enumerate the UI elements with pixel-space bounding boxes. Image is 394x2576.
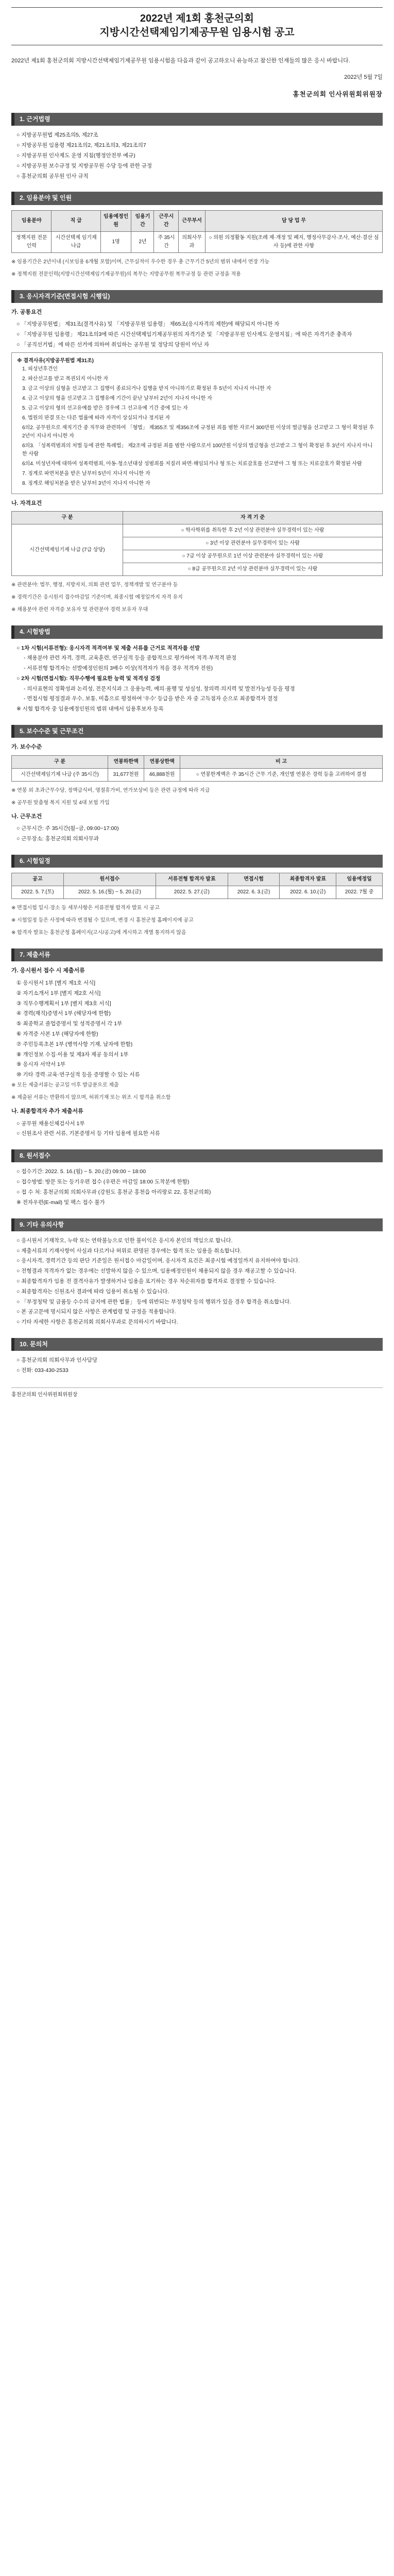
note: ※ 연봉 외 초과근무수당, 정액급식비, 명절휴가비, 연가보상비 등은 관련 규정에 따라 지급 xyxy=(11,787,210,793)
table-header: 자 격 기 준 xyxy=(123,512,383,524)
common-requirements-list xyxy=(11,320,383,349)
list-item: ○ 지방공무원 인사제도 운영 지침(행정안전부 예규) xyxy=(16,152,135,159)
announcement-date: 2022년 5월 7일 xyxy=(344,74,383,80)
list-item: 6의4. 미성년자에 대하여 성폭력범죄, 아동·청소년대상 성범죄를 저질러 파면·해임되거나 형 또는 치료감호를 선고받아 그 형 또는 치료감호가 확정된 사람 xyxy=(22,461,362,467)
subheading: 나. 근무조건 xyxy=(11,813,42,820)
list-item: ○ 지방공무원법 제25조의5, 제27조 xyxy=(16,132,98,139)
list-item: ⑦ 주민등록초본 1부 (병역사항 기재, 남자에 한함) xyxy=(16,1041,133,1047)
list-item: ○ 홍천군의회 의회사무과 인사담당 xyxy=(16,1357,98,1364)
list-item: ⑨ 응시자 서약서 1부 xyxy=(16,1061,66,1068)
page-title-line2: 지방시간선택제임기제공무원 임용시험 공고 xyxy=(99,27,295,38)
qualification-table xyxy=(11,511,383,576)
list-item: ○ 근무시간: 주 35시간(월~금, 09:00~17:00) xyxy=(16,825,119,832)
table-header: 임용분야 xyxy=(12,210,52,231)
note: ※ 관련분야: 법무, 행정, 지방자치, 의회 관련 업무, 정책개발 및 연구분야 등 xyxy=(11,582,178,588)
note: ※ 임용기간은 2년이내 (시보임용 6개월 포함)이며, 근무실적이 우수한 경우 총 근무기간 5년의 범위 내에서 연장 가능 xyxy=(11,259,270,265)
list-item: ○ 신원조사 관련 서류, 기본증명서 등 기타 임용에 필요한 서류 xyxy=(16,1130,160,1137)
list-item: - 서류전형 합격자는 선발예정인원의 3배수 이상(적격자가 적을 경우 적격자 전원) xyxy=(24,665,213,672)
page-title-line1: 2022년 제1회 홍천군의회 xyxy=(140,13,254,24)
section-4-heading xyxy=(11,625,383,638)
table-header: 근무부서 xyxy=(179,210,205,231)
list-item: ※ 시험 합격자 중 임용예정인원의 범위 내에서 임용후보자 등록 xyxy=(16,706,164,713)
table-header: 임용예정인원 xyxy=(100,210,131,231)
list-item: ○ 본 공고문에 명시되지 않은 사항은 관계법령 및 규정을 적용합니다. xyxy=(16,1309,176,1315)
documents-list xyxy=(11,979,383,1079)
subheading: 가. 공통요건 xyxy=(11,309,42,315)
list-item: ※ 전자우편(E-mail) 및 팩스 접수 불가 xyxy=(16,1199,105,1206)
section-4-title: 4. 시험방법 xyxy=(20,628,50,636)
disqualification-list xyxy=(17,365,377,488)
list-item: 1. 피성년후견인 xyxy=(22,366,58,372)
list-item: 3. 금고 이상의 실형을 선고받고 그 집행이 종료되거나 집행을 받지 아니하기로 확정된 후 5년이 지나지 아니한 자 xyxy=(22,385,271,392)
list-item: 8. 징계로 해임처분을 받은 날부터 3년이 지나지 아니한 자 xyxy=(22,480,150,486)
application-list xyxy=(11,1167,383,1207)
list-item: 6의3. 「성폭력범죄의 처벌 등에 관한 특례법」 제2조에 규정된 죄를 범한 사람으로서 100만원 이상의 벌금형을 선고받고 그 형이 확정된 후 3년이 지나지 아니한 사람 xyxy=(22,443,373,457)
section-9-title: 9. 기타 유의사항 xyxy=(20,1221,64,1228)
list-item: ① 응시원서 1부 [별지 제1호 서식] xyxy=(16,980,96,987)
list-item: ⑧ 개인정보 수집·이용 및 제3자 제공 동의서 1부 xyxy=(16,1051,129,1058)
table-header: 연봉하한액 xyxy=(108,755,144,768)
notes-list xyxy=(11,1236,383,1327)
subheading: 가. 응시원서 접수 시 제출서류 xyxy=(11,968,85,974)
section-7-heading xyxy=(11,948,383,961)
table-cell: 2022. 5. 27.(금) xyxy=(156,886,228,899)
list-item: ⑤ 최종학교 졸업증명서 및 성적증명서 각 1부 xyxy=(16,1021,123,1027)
table-header: 서류전형 합격자 발표 xyxy=(156,873,228,886)
section-2-heading xyxy=(11,192,383,205)
section-6-heading xyxy=(11,855,383,868)
list-item: - 면접시험 평정결과 우수, 보통, 미흡으로 평정하여 '우수' 등급을 받은 자 중 고득점자 순으로 최종합격자 결정 xyxy=(24,696,278,702)
table-cell: 2022. 6. 3.(금) xyxy=(228,886,280,899)
list-item: ○ 전화: 033-430-2533 xyxy=(16,1367,68,1374)
list-item: ○ 홍천군의회 공무원 인사 규칙 xyxy=(16,173,89,179)
list-item: ○ 제출서류의 기재사항이 사실과 다르거나 허위로 판명된 경우에는 합격 또는 임용을 취소합니다. xyxy=(16,1247,242,1254)
disqualification-label: ※ 결격사유(지방공무원법 제31조) xyxy=(17,358,94,364)
table-header: 직 급 xyxy=(52,210,100,231)
table-header: 구 분 xyxy=(12,512,123,524)
section-3-heading xyxy=(11,290,383,303)
list-item: 7. 징계로 파면처분을 받은 날부터 5년이 지나지 아니한 자 xyxy=(22,470,150,477)
note: ※ 시험일정 등은 사정에 따라 변경될 수 있으며, 변경 시 홍천군청 홈페이지에 공고 xyxy=(11,918,194,924)
disqualification-box xyxy=(11,352,383,494)
list-item: ○ 접수기간: 2022. 5. 16.(월) ~ 5. 20.(금) 09:00 ~ 18:00 xyxy=(16,1168,146,1175)
issuing-org: 홍천군의회 인사위원회위원장 xyxy=(293,91,383,98)
list-item: ○ 2차 시험(면접시험): 직무수행에 필요한 능력 및 적격성 검정 xyxy=(16,675,161,682)
table-cell: ○ 3년 이상 관련분야 실무경력이 있는 사람 xyxy=(123,537,383,550)
list-item: ② 자기소개서 1부 [별지 제2호 서식] xyxy=(16,990,101,996)
list-item: ○ 「부정청탁 및 금품등 수수의 금지에 관한 법률」 등에 위반되는 부정청탁 등의 행위가 있을 경우 합격을 취소합니다. xyxy=(16,1298,292,1305)
table-cell: ○ 의원 의정활동 지원(조례 제·개정 및 폐지, 행정사무감사·조사, 예산·결산 심사 등)에 관한 사항 xyxy=(205,231,383,252)
table-cell: 정책지원 전문인력 xyxy=(12,231,52,252)
list-item: ○ 최종합격자가 임용 전 결격사유가 발생하거나 임용을 포기하는 경우 차순위자를 합격자로 결정할 수 있습니다. xyxy=(16,1278,276,1284)
section-1-title: 1. 근거법령 xyxy=(20,115,50,123)
table-cell: ○ 연봉한계액은 주 35시간 근무 기준, 개인별 연봉은 경력 등을 고려하여 결정 xyxy=(180,768,383,781)
table-cell: 주 35시간 xyxy=(154,231,179,252)
table-cell: ○ 8급 공무원으로 2년 이상 관련분야 실무경력이 있는 사람 xyxy=(123,563,383,576)
table-cell: 2년 xyxy=(131,231,154,252)
list-item: ○ 응시원서 기재착오, 누락 또는 연락불능으로 인한 불이익은 응시자 본인의 책임으로 합니다. xyxy=(16,1237,233,1244)
note: ※ 합격자 발표는 홍천군청 홈페이지(고시/공고)에 게시하고 개별 통지하지 않음 xyxy=(11,930,186,936)
section-2-title: 2. 임용분야 및 인원 xyxy=(20,194,72,202)
list-item: ○ 접수방법: 방문 또는 등기우편 접수 (우편은 마감일 18:00 도착분에 한함) xyxy=(16,1179,190,1185)
table-cell: 2022. 7월 중 xyxy=(336,886,383,899)
list-item: 5. 금고 이상의 형의 선고유예를 받은 경우에 그 선고유예 기간 중에 있는 자 xyxy=(22,405,188,411)
table-cell: 2022. 5. 7.(토) xyxy=(12,886,64,899)
table-header: 임용기간 xyxy=(131,210,154,231)
table-cell: ○ 학사학위를 취득한 후 2년 이상 관련분야 실무경력이 있는 사람 xyxy=(123,524,383,537)
note: ※ 경력기간은 응시원서 접수마감일 기준이며, 최종시험 예정일까지 자격 유지 xyxy=(11,595,183,601)
final-documents-list xyxy=(11,1120,383,1139)
table-header: 구 분 xyxy=(12,755,108,768)
table-header: 원서접수 xyxy=(63,873,156,886)
salary-table xyxy=(11,755,383,782)
positions-table xyxy=(11,210,383,253)
list-item: ○ 공무원 채용신체검사서 1부 xyxy=(16,1120,85,1127)
table-cell: 의회사무과 xyxy=(179,231,205,252)
table-cell: ○ 7급 이상 공무원으로 1년 이상 관련분야 실무경력이 있는 사람 xyxy=(123,550,383,563)
subheading: 가. 보수수준 xyxy=(11,744,42,751)
work-conditions-list xyxy=(11,824,383,843)
list-item: 2. 파산선고를 받고 복권되지 아니한 자 xyxy=(22,376,109,382)
table-cell: 1명 xyxy=(100,231,131,252)
list-item: ○ 접 수 처: 홍천군의회 의회사무과 (강원도 홍천군 홍천읍 아리랑로 22, 홍천군의회) xyxy=(16,1189,211,1195)
note: ※ 채용분야 관련 자격증 보유자 및 관련분야 경력 보유자 우대 xyxy=(11,607,148,613)
note: ※ 제출된 서류는 반환하지 않으며, 허위기재 또는 위조 시 합격을 취소함 xyxy=(11,1094,171,1100)
list-item: 6의2. 공무원으로 재직기간 중 직무와 관련하여 「형법」 제355조 및 제356조에 규정된 죄를 범한 자로서 300만원 이상의 벌금형을 선고받고 그 형이 확정된 후 2년이 지나지 아니한 자 xyxy=(22,425,374,439)
table-header: 연봉상한액 xyxy=(144,755,180,768)
table-cell: 2022. 6. 10.(금) xyxy=(280,886,336,899)
list-item: - 채용분야 관련 자격, 경력, 교육훈련, 연구실적 등을 종합적으로 평가하여 적격·부적격 판정 xyxy=(24,655,236,662)
note: ※ 모든 제출서류는 공고일 이후 발급분으로 제출 xyxy=(11,1082,119,1088)
exam-method-list xyxy=(11,644,383,714)
subheading: 나. 최종합격자 추가 제출서류 xyxy=(11,1108,83,1114)
table-cell: 시간선택제임기제 나급 (주 35시간) xyxy=(12,768,108,781)
section-6-title: 6. 시험일정 xyxy=(20,857,50,865)
contact-list xyxy=(11,1356,383,1375)
table-header: 근무시간 xyxy=(154,210,179,231)
table-cell: 시간선택제 임기제 나급 xyxy=(52,231,100,252)
list-item: ○ 「지방공무원법」 제31조(결격사유) 및 「지방공무원 임용령」 제65조(응시자격의 제한)에 해당되지 아니한 자 xyxy=(16,321,280,328)
schedule-table xyxy=(11,873,383,899)
note: ※ 면접시험 일시·장소 등 세부사항은 서류전형 합격자 발표 시 공고 xyxy=(11,905,160,911)
section-10-title: 10. 문의처 xyxy=(20,1340,48,1348)
table-cell: 31,677천원 xyxy=(108,768,144,781)
list-item: ⑩ 기타 경력·교육·연구실적 등을 증명할 수 있는 서류 xyxy=(16,1072,140,1078)
table-header: 임용예정일 xyxy=(336,873,383,886)
section-5-heading xyxy=(11,725,383,738)
list-item: - 의사표현의 정확성과 논리성, 전문지식과 그 응용능력, 예의·품행 및 성실성, 창의력·의지력 및 발전가능성 등을 평정 xyxy=(24,685,295,692)
table-header: 최종합격자 발표 xyxy=(280,873,336,886)
note: ※ 공무원 맞춤형 복지 지원 및 4대 보험 가입 xyxy=(11,800,110,806)
list-item: 6. 법원의 판결 또는 다른 법률에 따라 자격이 상실되거나 정지된 자 xyxy=(22,415,170,421)
legal-basis-list xyxy=(11,131,383,180)
list-item: ○ 지방공무원 보수규정 및 지방공무원 수당 등에 관한 규정 xyxy=(16,162,152,169)
section-9-heading xyxy=(11,1218,383,1231)
list-item: ○ 지방공무원 임용령 제21조의2, 제21조의3, 제21조의7 xyxy=(16,142,146,149)
table-cell: 2022. 5. 16.(월) ~ 5. 20.(금) xyxy=(63,886,156,899)
subheading: 나. 자격요건 xyxy=(11,500,42,506)
note: ※ 정책지원 전문인력(지방시간선택제임기제공무원)의 복무는 지방공무원 복무규정 등 관련 규정을 적용 xyxy=(11,271,241,277)
table-header: 담 당 업 무 xyxy=(205,210,383,231)
section-7-title: 7. 제출서류 xyxy=(20,951,50,959)
section-10-heading xyxy=(11,1338,383,1351)
intro-text: 2022년 제1회 홍천군의회 지방시간선택제임기제공무원 임용시험을 다음과 같이 공고하오니 유능하고 참신한 인재들의 많은 응시 바랍니다. xyxy=(11,58,350,64)
section-8-heading xyxy=(11,1149,383,1162)
section-3-title: 3. 응시자격기준(면접시험 시행일) xyxy=(20,292,110,300)
list-item: ○ 최종합격자는 신원조사 결과에 따라 임용이 취소될 수 있습니다. xyxy=(16,1288,169,1295)
table-cell: 시간선택제임기제 나급 (7급 상당) xyxy=(12,524,123,576)
list-item: ○ 「공직선거법」에 따른 선거에 의하여 취임하는 공무원 및 정당의 당원이 아닌 자 xyxy=(16,341,209,348)
list-item: ○ 「지방공무원 임용령」 제21조의3에 따른 시간선택제임기제공무원의 자격기준 및 「지방공무원 인사제도 운영지침」에 따른 자격기준 충족자 xyxy=(16,331,352,338)
section-5-title: 5. 보수수준 및 근무조건 xyxy=(20,727,84,735)
list-item: 4. 금고 이상의 형을 선고받고 그 집행유예 기간이 끝난 날부터 2년이 지나지 아니한 자 xyxy=(22,395,212,401)
title-block xyxy=(11,7,383,45)
list-item: ③ 직무수행계획서 1부 [별지 제3호 서식] xyxy=(16,1000,111,1007)
section-8-title: 8. 원서접수 xyxy=(20,1152,50,1160)
list-item: ○ 근무장소: 홍천군의회 의회사무과 xyxy=(16,836,99,842)
table-header: 비 고 xyxy=(180,755,383,768)
section-1-heading xyxy=(11,113,383,126)
list-item: ○ 기타 자세한 사항은 홍천군의회 의회사무과로 문의하시기 바랍니다. xyxy=(16,1319,178,1326)
list-item: ○ 응시자격, 경력기간 등의 판단 기준일은 원서접수 마감일이며, 응시자격 요건은 최종시험 예정일까지 유지하여야 합니다. xyxy=(16,1258,300,1264)
list-item: ○ 전형결과 적격자가 없는 경우에는 선발하지 않을 수 있으며, 임용예정인원이 채용되지 않을 경우 재공고할 수 있습니다. xyxy=(16,1268,296,1275)
table-cell: 46,888천원 xyxy=(144,768,180,781)
table-header: 면접시험 xyxy=(228,873,280,886)
footer: 홍천군의회 인사위원회위원장 xyxy=(11,1387,383,1399)
list-item: ④ 경력(재직)증명서 1부 (해당자에 한함) xyxy=(16,1010,111,1017)
list-item: ○ 1차 시험(서류전형): 응시자격 적격여부 및 제출 서류를 근거로 적격자를 선발 xyxy=(16,645,200,651)
list-item: ⑥ 자격증 사본 1부 (해당자에 한함) xyxy=(16,1031,98,1037)
table-header: 공고 xyxy=(12,873,64,886)
